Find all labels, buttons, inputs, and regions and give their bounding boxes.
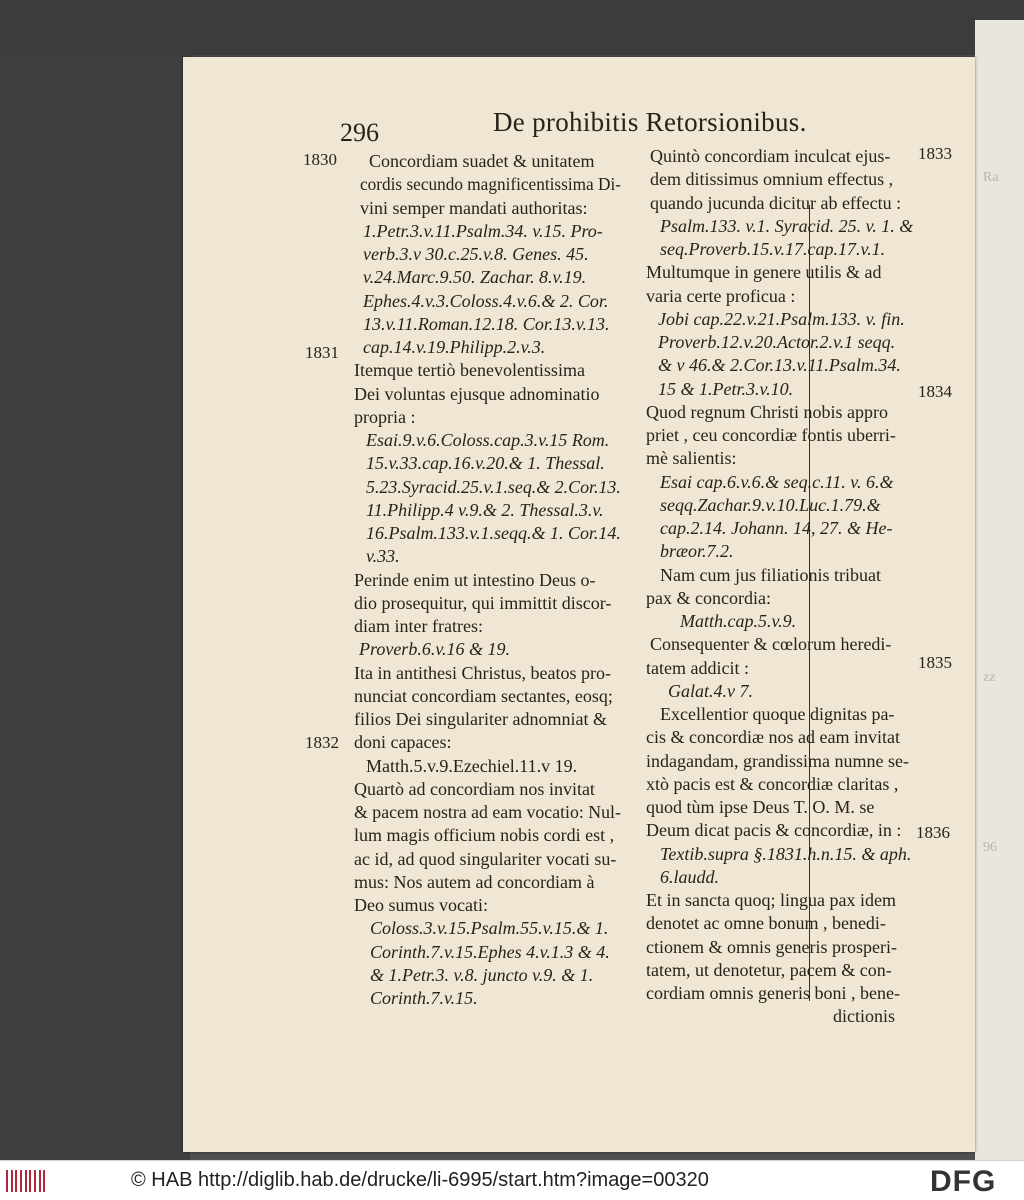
text-line: Deum dicat pacis & concordiæ, in : <box>646 820 902 841</box>
text-line: doni capaces: <box>354 732 452 753</box>
text-line: tatem addicit : <box>646 657 749 678</box>
text-line: v.24.Marc.9.50. Zachar. 8.v.19. <box>363 267 587 288</box>
text-line: Esai.9.v.6.Coloss.cap.3.v.15 Rom. <box>366 430 610 450</box>
margin-paragraph-number: 1832 <box>305 733 339 752</box>
text-line: tatem, ut denotetur, pacem & con- <box>646 959 892 980</box>
text-line: cap.14.v.19.Philipp.2.v.3. <box>363 337 546 357</box>
text-line: & pacem nostra ad eam vocatio: Nul- <box>354 802 621 822</box>
text-line: Jobi cap.22.v.21.Psalm.133. v. fin. <box>658 308 905 329</box>
text-line: Ita in antithesi Christus, beatos pro- <box>354 662 611 683</box>
text-line: Nam cum jus filiationis tribuat <box>660 564 881 585</box>
text-line: nunciat concordiam sectantes, eosq; <box>354 685 613 706</box>
text-line: Et in sancta quoq; lingua pax idem <box>646 890 896 910</box>
text-line: mus: Nos autem ad concordiam à <box>354 871 595 892</box>
text-line: Dei voluntas ejusque adnominatio <box>354 383 600 404</box>
text-line: xtò pacis est & concordiæ claritas , <box>646 773 899 794</box>
text-line: denotet ac omne bonum , benedi- <box>646 913 886 934</box>
margin-paragraph-number: 1836 <box>916 823 950 842</box>
text-line: Quartò ad concordiam nos invitat <box>354 778 595 799</box>
text-line: ctionem & omnis generis prosperi- <box>646 936 897 957</box>
text-line: 11.Philipp.4 v.9.& 2. Thessal.3.v. <box>366 499 604 520</box>
book-page <box>183 57 975 1152</box>
text-line: 16.Psalm.133.v.1.seqq.& 1. Cor.14. <box>366 523 621 543</box>
text-line: propria : <box>354 406 416 427</box>
text-line: dem ditissimus omnium effectus , <box>650 169 894 190</box>
text-line: cis & concordiæ nos ad eam invitat <box>646 727 900 748</box>
text-line: Matth.cap.5.v.9. <box>680 611 797 631</box>
text-line: seqq.Zachar.9.v.10.Luc.1.79.& <box>660 494 881 515</box>
text-line: mè salientis: <box>646 448 737 469</box>
text-line: dio prosequitur, qui immittit discor- <box>354 592 612 613</box>
margin-paragraph-number: 1835 <box>918 653 952 672</box>
margin-paragraph-number: 1831 <box>305 343 339 362</box>
text-line: Excellentior quoque dignitas pa- <box>660 704 895 724</box>
text-line: lum magis officium nobis cordi est , <box>354 825 615 846</box>
text-line: ac id, ad quod singulariter vocati su- <box>354 848 617 869</box>
text-line: 13.v.11.Roman.12.18. Cor.13.v.13. <box>363 313 610 334</box>
hab-barcode-logo-icon <box>6 1170 46 1192</box>
text-line: Matth.5.v.9.Ezechiel.11.v 19. <box>366 755 578 776</box>
text-line: 6.laudd. <box>660 866 720 887</box>
text-line: varia certe proficua : <box>646 285 796 306</box>
scan-left-edge <box>0 0 190 1160</box>
text-line: Proverb.12.v.20.Actor.2.v.1 seqq. <box>658 332 896 352</box>
text-line: & 1.Petr.3. v.8. juncto v.9. & 1. <box>370 964 594 985</box>
text-line: 15.v.33.cap.16.v.20.& 1. Thessal. <box>366 453 605 474</box>
running-title: De prohibitis Retorsionibus. <box>493 107 807 137</box>
text-line: quod tùm ipse Deus T. O. M. se <box>646 797 875 817</box>
text-line: Proverb.6.v.16 & 19. <box>359 639 510 660</box>
margin-paragraph-number: 1833 <box>918 144 952 163</box>
text-line: quando jucunda dicitur ab effectu : <box>650 192 902 213</box>
text-line: 5.23.Syracid.25.v.1.seq.& 2.Cor.13. <box>366 476 621 497</box>
adjacent-page-edge: Ra zz 96 <box>975 20 1024 1160</box>
text-line: cap.2.14. Johann. 14, 27. & He- <box>660 518 893 538</box>
text-line: indagandam, grandissima numne se- <box>646 750 909 771</box>
text-line: Quod regnum Christi nobis appro <box>646 401 888 422</box>
text-line: Esai cap.6.v.6.& seq.c.11. v. 6.& <box>660 471 894 492</box>
text-line: Galat.4.v 7. <box>668 680 753 701</box>
text-line: pax & concordia: <box>646 587 771 608</box>
dfg-logo: DFG <box>930 1165 997 1198</box>
text-line: Itemque tertiò benevolentissima <box>354 360 585 381</box>
text-line: 15 & 1.Petr.3.v.10. <box>658 378 794 399</box>
text-line: Consequenter & cœlorum heredi- <box>650 634 892 655</box>
viewer-footer <box>0 1160 1024 1200</box>
text-line: verb.3.v 30.c.25.v.8. Genes. 45. <box>363 244 589 264</box>
text-line: Multumque in genere utilis & ad <box>646 262 882 283</box>
text-line: bræor.7.2. <box>660 541 734 562</box>
text-line: Coloss.3.v.15.Psalm.55.v.15.& 1. <box>370 918 609 939</box>
text-line: Textib.supra §.1831.h.n.15. & aph. <box>660 843 912 864</box>
text-line: & v 46.& 2.Cor.13.v.11.Psalm.34. <box>658 355 901 376</box>
scan-top-edge <box>0 0 1024 55</box>
margin-paragraph-number: 1830 <box>303 150 337 169</box>
footer-credit-link[interactable]: © HAB http://diglib.hab.de/drucke/li-6995/start.htm?image=00320 <box>131 1169 709 1191</box>
text-line: dictionis <box>833 1006 895 1027</box>
text-line: Corinth.7.v.15. <box>370 988 478 1008</box>
page-number: 296 <box>340 118 379 147</box>
text-line: Concordiam suadet & unitatem <box>369 151 595 171</box>
text-line: Deo sumus vocati: <box>354 895 488 915</box>
text-line: 1.Petr.3.v.11.Psalm.34. v.15. Pro- <box>363 220 603 241</box>
text-line: cordiam omnis generis boni , bene- <box>646 983 900 1003</box>
text-line: diam inter fratres: <box>354 616 483 636</box>
text-line: cordis secundo magnificentissima Di- <box>360 174 621 195</box>
margin-paragraph-number: 1834 <box>918 382 952 401</box>
text-line: Corinth.7.v.15.Ephes 4.v.1.3 & 4. <box>370 941 610 962</box>
text-line: filios Dei singulariter adnomniat & <box>354 709 607 729</box>
text-line: Quintò concordiam inculcat ejus- <box>650 146 891 166</box>
text-line: priet , ceu concordiæ fontis uberri- <box>646 425 896 445</box>
text-line: Ephes.4.v.3.Coloss.4.v.6.& 2. Cor. <box>363 290 609 311</box>
text-line: v.33. <box>366 546 400 567</box>
text-line: Psalm.133. v.1. Syracid. 25. v. 1. & <box>660 215 914 236</box>
text-line: vini semper mandati authoritas: <box>360 197 588 218</box>
text-line: Perinde enim ut intestino Deus o- <box>354 569 596 590</box>
text-line: seq.Proverb.15.v.17.cap.17.v.1. <box>660 239 886 259</box>
